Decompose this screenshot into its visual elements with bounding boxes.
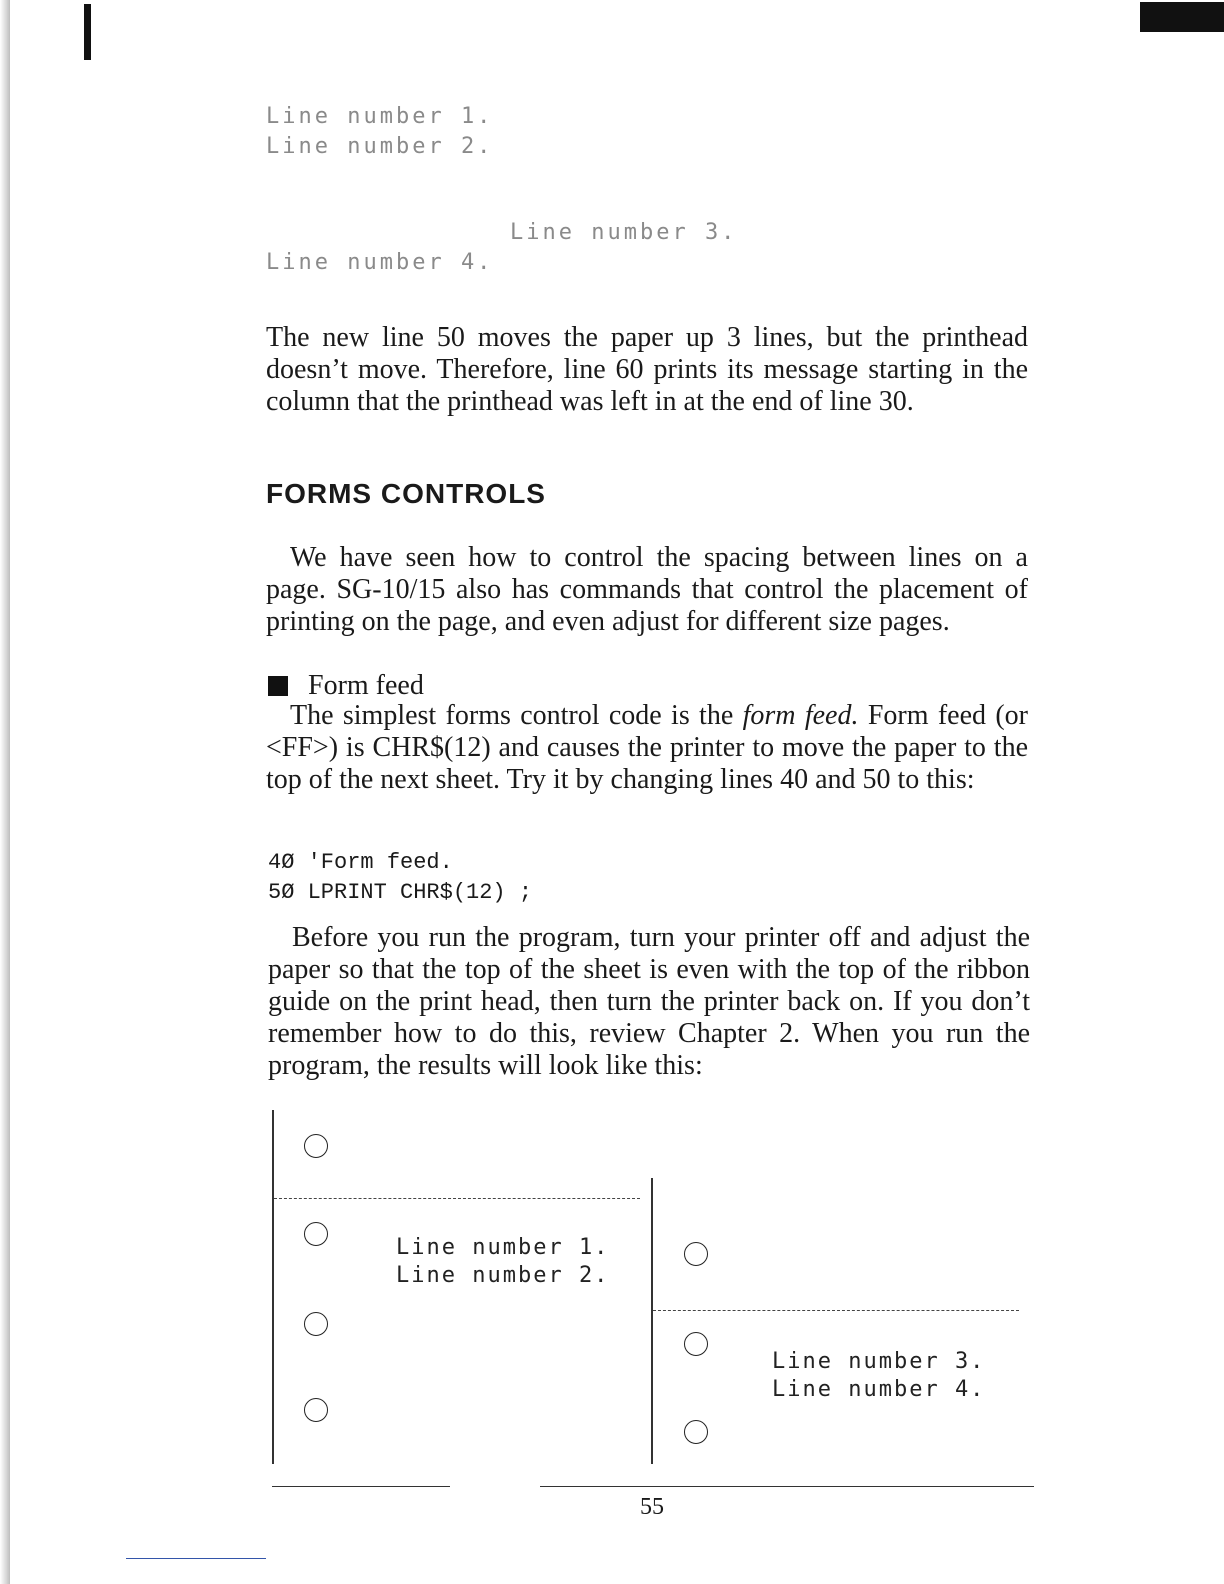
sheet1-perforation	[274, 1198, 640, 1199]
sheet1-line-1: Line number 1.	[396, 1235, 610, 1260]
page-number: 55	[640, 1494, 664, 1520]
scan-left-edge	[0, 0, 10, 1584]
code-line-40: 4Ø 'Form feed.	[268, 850, 453, 875]
sprocket-hole-icon	[304, 1312, 328, 1336]
printout-line-1: Line number 1.	[266, 104, 494, 129]
sheet1-left-edge	[272, 1110, 274, 1464]
code-line-50: 5Ø LPRINT CHR$(12) ;	[268, 880, 533, 905]
sprocket-hole-icon	[304, 1222, 328, 1246]
printout-line-4: Line number 4.	[266, 250, 494, 275]
sprocket-hole-icon	[684, 1332, 708, 1356]
sprocket-hole-icon	[304, 1398, 328, 1422]
sheet2-line-1: Line number 3.	[772, 1349, 986, 1374]
scan-corner-mark	[1140, 2, 1224, 32]
sheet1-line-2: Line number 2.	[396, 1263, 610, 1288]
sprocket-hole-icon	[684, 1420, 708, 1444]
printout-line-2: Line number 2.	[266, 134, 494, 159]
sprocket-hole-icon	[684, 1242, 708, 1266]
subsection-heading	[268, 670, 424, 702]
footer-rule-left	[272, 1486, 450, 1487]
form-feed-intro-text: The simplest forms control code is the	[290, 700, 743, 731]
paragraph-forms-intro: We have seen how to control the spacing between lines on a page. SG-10/15 also has commands that control the placement of printing on the page, and even adjust for different size pages.	[266, 542, 1028, 637]
form-feed-term: form feed.	[742, 700, 859, 731]
sheet2-line-2: Line number 4.	[772, 1377, 986, 1402]
printout-line-3: Line number 3.	[510, 220, 738, 245]
paragraph-form-feed	[266, 700, 1028, 796]
footer-rule-right	[540, 1486, 1034, 1487]
square-bullet-icon	[268, 676, 288, 696]
subsection-title: Form feed	[308, 670, 424, 701]
paragraph-run-instructions	[268, 922, 1030, 1082]
sprocket-hole-icon	[304, 1134, 328, 1158]
scan-artifact-line	[126, 1558, 266, 1559]
paragraph-run-instructions-text: Before you run the program, turn your printer off and adjust the paper so that the top of the sheet is even with the top of the ribbon guide on the print head, then turn the printer back on. If you don’t remember how to do this, review Chapter 2. When you run the program, the results will look like this:	[268, 922, 1030, 1081]
sheet2-perforation	[653, 1310, 1019, 1311]
section-heading: FORMS CONTROLS	[266, 478, 546, 509]
sheet2-left-edge	[651, 1178, 653, 1464]
scan-binding-mark	[84, 4, 91, 60]
paragraph-line-50-explanation: The new line 50 moves the paper up 3 lines, but the printhead doesn’t move. Therefore, line 60 prints its message starting in the column that the printhead was left in at the end of line 30.	[266, 322, 1028, 417]
form-feed-explanation: Form feed (or <FF>) is CHR$(12) and causes the printer to move the paper to the top of the next sheet. Try it by changing lines 40 and 50 to this:	[266, 700, 1028, 795]
